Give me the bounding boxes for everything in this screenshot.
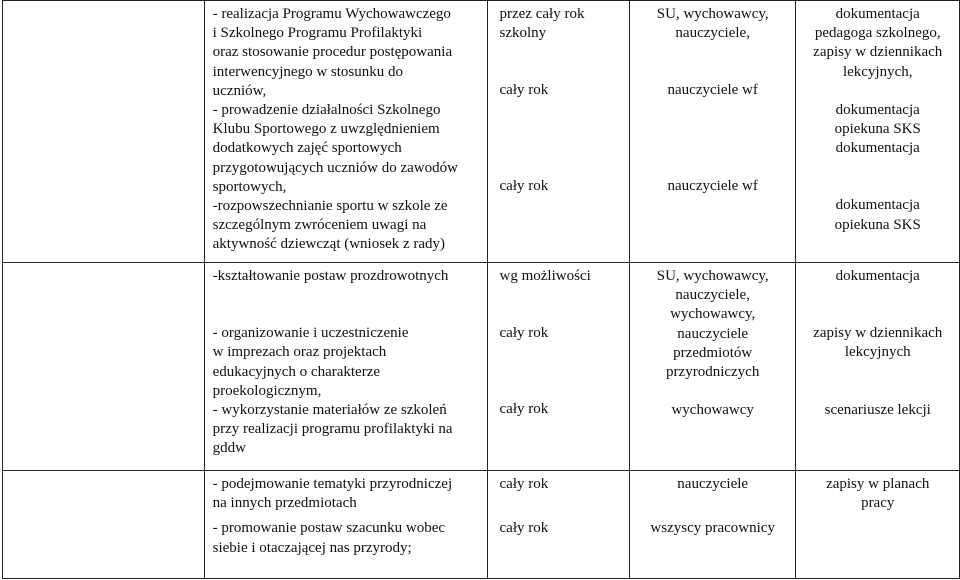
action-cell [204,1,487,263]
list-item: - realizacja Programu Wychowawczego i Szkolnego Programu Profilaktyki oraz stosowanie procedur postępowania interwencyjnego w stosunku do uczniów, [212,6,453,99]
program-table [2,0,960,579]
responsible-cell: nauczyciele wszyscy pracownicy [629,471,796,579]
term-cell: cały rok cały rok [487,471,629,579]
empty-cell [3,263,205,471]
empty-cell [3,471,205,579]
action-cell [204,263,487,471]
documentation-cell: dokumentacja pedagoga szkolnego, zapisy w dziennikach lekcyjnych, dokumentacja opiekuna SKS dokumentacja dokumentacja opiekuna SKS [796,1,960,263]
table-row [3,1,960,263]
list-item: - podejmowanie tematyki przyrodniczej na innych przedmiotach [212,476,453,512]
responsible-cell: SU, wychowawcy, nauczyciele, nauczyciele wf nauczyciele wf [629,1,796,263]
table-row [3,263,960,471]
list-item: - promowanie postaw szacunku wobec siebie i otaczającej nas przyrody; [212,520,446,556]
list-item: - organizowanie i uczestniczenie w imprezach oraz projektach edukacyjnych o charakterze proekologicznym, [212,325,409,399]
documentation-cell: dokumentacja zapisy w dziennikach lekcyjnych scenariusze lekcji [796,263,960,471]
action-cell [204,471,487,579]
list-item: - wykorzystanie materiałów ze szkoleń przy realizacji programu profilaktyki na gddw [212,402,453,457]
list-item: -kształtowanie postaw prozdrowotnych [212,268,449,284]
list-item: -rozpowszechnianie sportu w szkole ze szczególnym zwróceniem uwagi na aktywność dziewcząt (wniosek z rady) [212,198,448,253]
responsible-cell: SU, wychowawcy, nauczyciele, wychowawcy, nauczyciele przedmiotów przyrodniczych wychowawcy [629,263,796,471]
table-row [3,471,960,579]
empty-cell [3,1,205,263]
term-cell: przez cały rok szkolny cały rok cały rok [487,1,629,263]
documentation-cell: zapisy w planach pracy [796,471,960,579]
term-cell: wg możliwości cały rok cały rok [487,263,629,471]
list-item: - prowadzenie działalności Szkolnego Klubu Sportowego z uwzględnieniem dodatkowych zajęć sportowych przygotowujących uczniów do zawodów sportowych, [212,102,458,195]
